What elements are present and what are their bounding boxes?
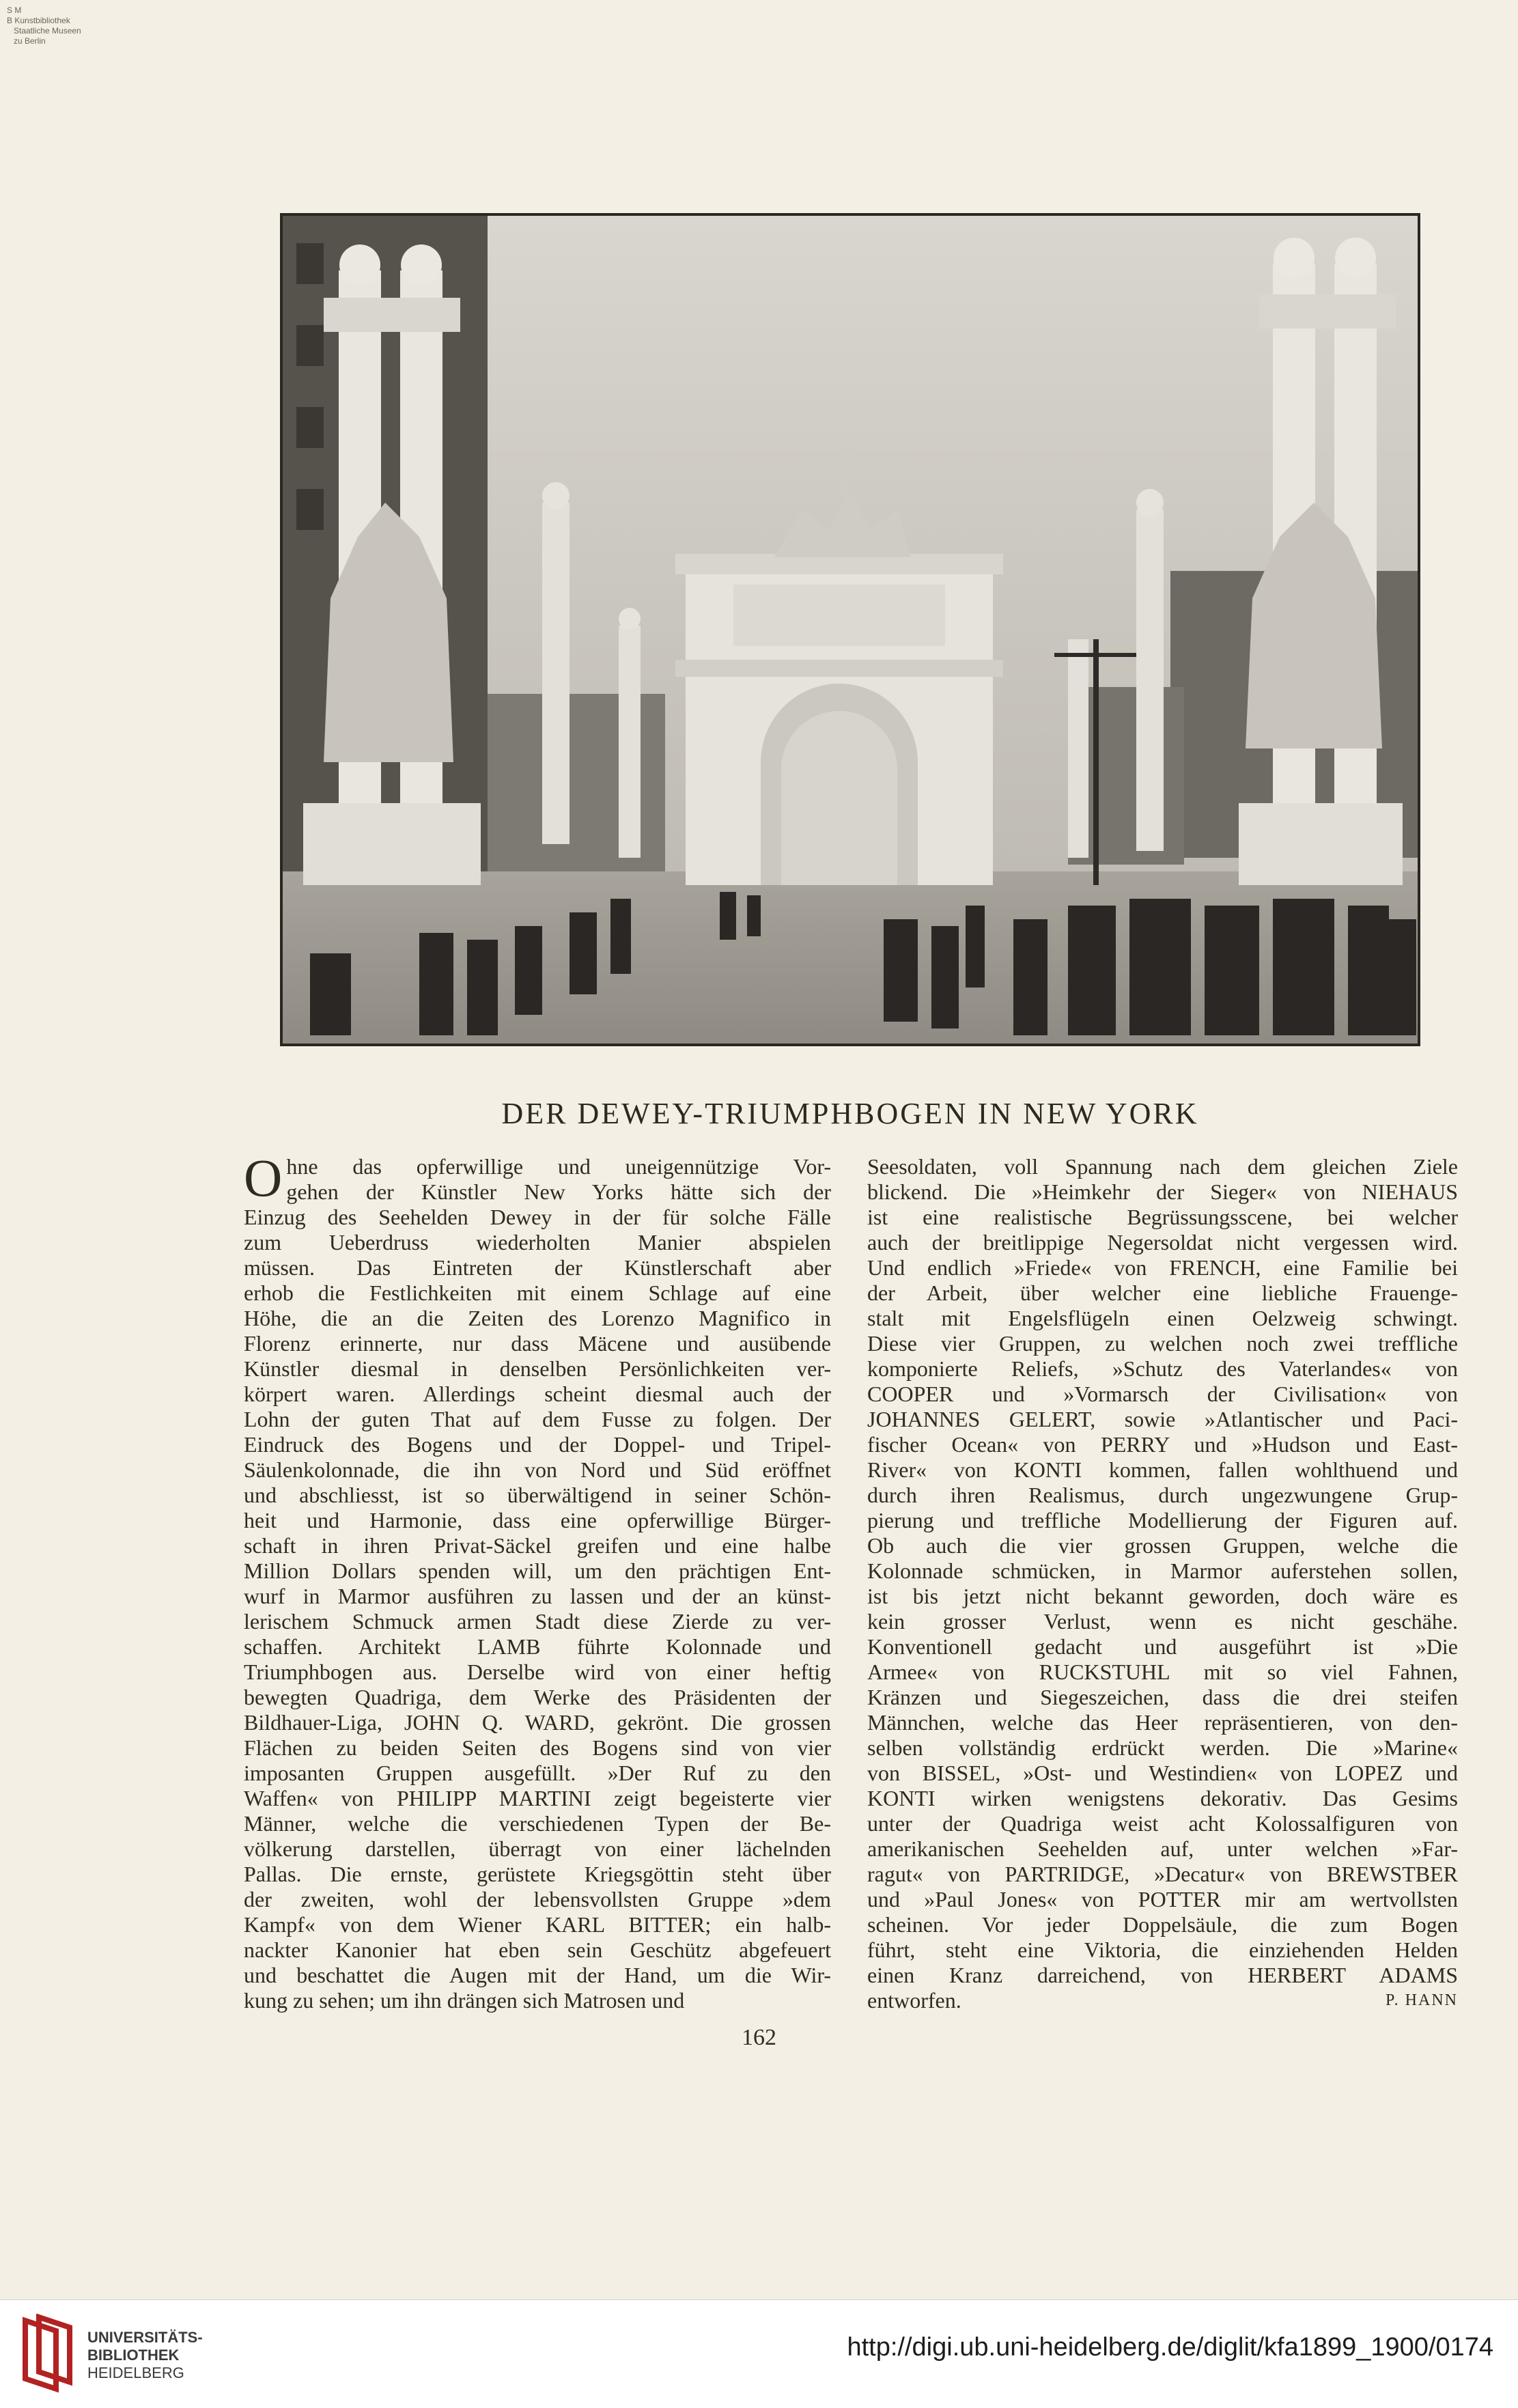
author-signature: P. HANN <box>1385 1991 1458 2009</box>
text-line: und »Paul Jones« von POTTER mir am wertvollsten <box>867 1887 1458 1912</box>
text-line: kein grosser Verlust, wenn es nicht geschähe. <box>867 1609 1458 1634</box>
text-line: körpert waren. Allerdings scheint diesmal auch der <box>244 1382 831 1406</box>
stamp-line: Staatliche Museen <box>14 26 81 36</box>
text-line: schaft in ihren Privat-Säckel greifen und eine halbe <box>244 1533 831 1558</box>
text-line: und abschliesst, ist so überwältigend in seiner Schön- <box>244 1483 831 1507</box>
footer-bar <box>0 2299 1518 2408</box>
text-line: imposanten Gruppen ausgefüllt. »Der Ruf zu den <box>244 1761 831 1785</box>
text-line: Waffen« von PHILIPP MARTINI zeigt begeisterte vier <box>244 1786 831 1810</box>
text-line: auch der breitlippige Negersoldat nicht vergessen wird. <box>867 1230 1458 1255</box>
text-line: der zweiten, wohl der lebensvollsten Gruppe »dem <box>244 1887 831 1912</box>
text-line: Seesoldaten, voll Spannung nach dem gleichen Ziele <box>867 1154 1458 1179</box>
page-number: 162 <box>742 2025 776 2050</box>
text-line: COOPER und »Vormarsch der Civilisation« von <box>867 1382 1458 1406</box>
text-line: entworfen. P. HANN <box>867 1988 1458 2013</box>
text-line: Bildhauer-Liga, JOHN Q. WARD, gekrönt. Die grossen <box>244 1710 831 1735</box>
text-line: Lohn der guten That auf dem Fusse zu folgen. Der <box>244 1407 831 1431</box>
text-line: Kolonnade schmücken, in Marmor auferstehen sollen, <box>867 1558 1458 1583</box>
text-line: Säulenkolonnade, die ihn von Nord und Süd eröffnet <box>244 1457 831 1482</box>
article-title: DER DEWEY-TRIUMPHBOGEN IN NEW YORK <box>501 1097 1199 1130</box>
library-name-line: UNIVERSITÄTS- <box>87 2329 203 2346</box>
library-name-line: HEIDELBERG <box>87 2364 184 2381</box>
text-line: Einzug des Seehelden Dewey in der für solche Fälle <box>244 1205 831 1229</box>
text-line: Und endlich »Friede« von FRENCH, eine Familie bei <box>867 1255 1458 1280</box>
text-line: kung zu sehen; um ihn drängen sich Matrosen und <box>244 1988 685 2013</box>
text-line: Florenz erinnerte, nur dass Mäcene und ausübende <box>244 1331 831 1356</box>
text-line: schaffen. Architekt LAMB führte Kolonnade und <box>244 1634 831 1659</box>
source-url-link[interactable]: http://digi.ub.uni-heidelberg.de/diglit/kfa1899_1900/0174 <box>847 2333 1493 2362</box>
stamp-line: B Kunstbibliothek <box>7 16 70 25</box>
library-stamp <box>7 5 81 46</box>
text-line: gehen der Künstler New Yorks hätte sich der <box>286 1179 831 1204</box>
text-line: Armee« von RUCKSTUHL mit so viel Fahnen, <box>867 1660 1458 1684</box>
stamp-line: zu Berlin <box>14 36 46 46</box>
text-line: völkerung darstellen, überragt von einer lächelnden <box>244 1836 831 1861</box>
text-line: durch ihren Realismus, durch ungezwungene Grup- <box>867 1483 1458 1507</box>
text-line: amerikanischen Seehelden auf, unter welchen »Far- <box>867 1836 1458 1861</box>
text-line: nackter Kanonier hat eben sein Geschütz abgefeuert <box>244 1937 831 1962</box>
text-line: Pallas. Die ernste, gerüstete Kriegsgöttin steht über <box>244 1862 831 1886</box>
university-library-logo-icon <box>15 2314 80 2396</box>
text-line: führt, steht eine Viktoria, die einziehenden Helden <box>867 1937 1458 1962</box>
text-line: JOHANNES GELERT, sowie »Atlantischer und Paci- <box>867 1407 1458 1431</box>
text-line: KONTI wirken wenigstens dekorativ. Das Gesims <box>867 1786 1458 1810</box>
dropcap: O <box>244 1148 283 1207</box>
text-line: Künstler diesmal in denselben Persönlichkeiten ver- <box>244 1356 831 1381</box>
library-name-line: BIBLIOTHEK <box>87 2347 180 2364</box>
text-line: Triumphbogen aus. Derselbe wird von einer heftig <box>244 1660 831 1684</box>
text-line: der Arbeit, über welcher eine liebliche Frauenge- <box>867 1280 1458 1305</box>
text-line: komponierte Reliefs, »Schutz des Vaterlandes« von <box>867 1356 1458 1381</box>
stamp-line: S M <box>7 5 22 15</box>
text-line: ist eine realistische Begrüssungsscene, bei welcher <box>867 1205 1458 1229</box>
text-line: wurf in Marmor ausführen zu lassen und der an künst- <box>244 1584 831 1608</box>
text-line: scheinen. Vor jeder Doppelsäule, die zum Bogen <box>867 1912 1458 1937</box>
text-line: und beschattet die Augen mit der Hand, um die Wir- <box>244 1963 831 1987</box>
text-line: zum Ueberdruss wiederholten Manier abspielen <box>244 1230 831 1255</box>
article-column-right <box>867 1154 1458 2013</box>
text-line: bewegten Quadriga, dem Werke des Präsidenten der <box>244 1685 831 1709</box>
text-line: von BISSEL, »Ost- und Westindien« von LOPEZ und <box>867 1761 1458 1785</box>
text-line: Kränzen und Siegeszeichen, dass die drei steifen <box>867 1685 1458 1709</box>
text-line: ist bis jetzt nicht bekannt geworden, doch wäre es <box>867 1584 1458 1608</box>
text-line: River« von KONTI kommen, fallen wohlthuend und <box>867 1457 1458 1482</box>
text-line: lerischem Schmuck armen Stadt diese Zierde zu ver- <box>244 1609 831 1634</box>
text-line: pierung und treffliche Modellierung der Figuren auf. <box>867 1508 1458 1532</box>
text-line: Million Dollars spenden will, um den prächtigen Ent- <box>244 1558 831 1583</box>
text-line: selben vollständig erdrückt werden. Die »Marine« <box>867 1735 1458 1760</box>
text-line: Männchen, welche das Heer repräsentieren, von den- <box>867 1710 1458 1735</box>
text-line: Konventionell gedacht und ausgeführt ist »Die <box>867 1634 1458 1659</box>
text-line: hne das opferwillige und uneigennützige Vor- <box>286 1154 831 1179</box>
text-line: stalt mit Engelsflügeln einen Oelzweig schwingt. <box>867 1306 1458 1330</box>
text-line: einen Kranz darreichend, von HERBERT ADAMS <box>867 1963 1458 1987</box>
text-line: müssen. Das Eintreten der Künstlerschaft aber <box>244 1255 831 1280</box>
text-line: Männer, welche die verschiedenen Typen der Be- <box>244 1811 831 1836</box>
triumphal-arch-photograph <box>280 213 1420 1046</box>
text-line: Diese vier Gruppen, zu welchen noch zwei treffliche <box>867 1331 1458 1356</box>
library-name <box>87 2329 203 2382</box>
text-line: Flächen zu beiden Seiten des Bogens sind von vier <box>244 1735 831 1760</box>
text-line: blickend. Die »Heimkehr der Sieger« von NIEHAUS <box>867 1179 1458 1204</box>
text-line: Höhe, die an die Zeiten des Lorenzo Magnifico in <box>244 1306 831 1330</box>
text-line: Ob auch die vier grossen Gruppen, welche die <box>867 1533 1458 1558</box>
photograph-illustration <box>283 216 1418 1044</box>
text-line: ragut« von PARTRIDGE, »Decatur« von BREWSTBER <box>867 1862 1458 1886</box>
article-column-left <box>244 1148 831 2013</box>
text-line: erhob die Festlichkeiten mit einem Schlage auf eine <box>244 1280 831 1305</box>
text-line: Kampf« von dem Wiener KARL BITTER; ein halb- <box>244 1912 831 1937</box>
text-line: unter der Quadriga weist acht Kolossalfiguren von <box>867 1811 1458 1836</box>
text-line: fischer Ocean« von PERRY und »Hudson und East- <box>867 1432 1458 1457</box>
text-line: heit und Harmonie, dass eine opferwillige Bürger- <box>244 1508 831 1532</box>
text-line: Eindruck des Bogens und der Doppel- und Tripel- <box>244 1432 831 1457</box>
